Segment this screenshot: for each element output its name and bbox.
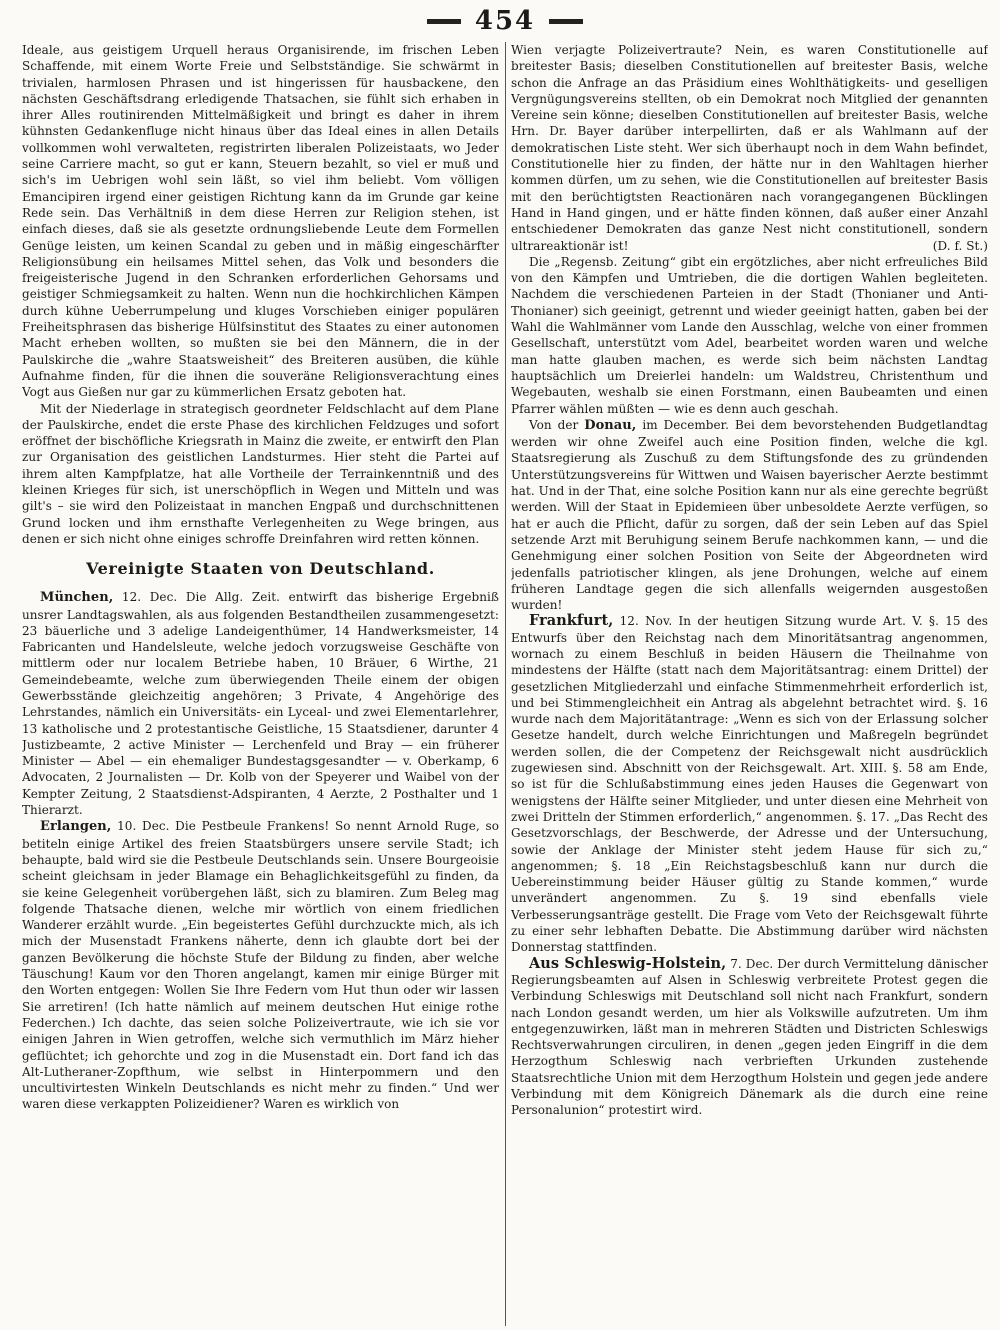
article-muenchen [22, 589, 499, 818]
article-donau [511, 417, 988, 614]
page-header [22, 6, 988, 36]
dateline-donau: Donau, [584, 417, 637, 433]
section-heading: Vereinigte Staaten von Deutschland. [86, 559, 435, 579]
article-muenchen-text: 12. Dec. Die Allg. Zeit. entwirft das bisherige Ergebniß unsrer Landtagswahlen, als aus folgenden Bestandtheilen zusammengesetzt: 23 bäuerliche und 3 adelige Landeigenthümer, 14 Handwerksmeister, 14 Fabricanten und Handelsleute, welche jedoch vorzugsweise Geschäfte von mittlerm oder nur localem Betriebe haben, 10 Bräuer, 6 Wirthe, 21 Gemeindebeamte, welche zum überwiegenden Theile einem der obigen Gewerbsstände gleichzeitig angehören; 3 Private, 4 Angehörige des Lehrstandes, nämlich ein Universitäts- ein Lyceal- und zwei Elementarlehrer, 13 katholische und 2 protestantische Geistliche, 15 Staatsdiener, darunter 4 Justizbeamte, 2 active Minister — Lerchenfeld und Bray — ein früherer Minister — Abel — ein ehemaliger Bundestagsgesandter — v. Oberkamp, 6 Advocaten, 2 Journalisten — Dr. Kolb von der Speyerer und Waibel von der Kempter Zeitung, 2 Staatsdienst-Adspiranten, 4 Aerzte, 2 Posthalter und 1 Thierarzt. [22, 590, 499, 818]
article-erlangen [22, 818, 499, 1112]
article-donau-text: im December. Bei dem bevorstehenden Budgetlandtag werden wir ohne Zweifel auch eine Position finden, welche die kgl. Staatsregierung als Zuschuß zu dem Stiftungsfonde des zu gründenden Unterstützungsvereins für Wittwen und Waisen bayerischer Aerzte bestimmt hat. Und in der That, eine solche Position kann nur als eine gerechte begrüßt werden. Will der Staat in Epidemieen über unbesoldete Aerzte verfügen, so hat er auch die Pflicht, dafür zu sorgen, daß der sein Leben auf das Spiel setzende Arzt mit Beruhigung seinem Berufe nachkommen kann, — und die Genehmigung einer solchen Position von Seite der Abgeordneten wird jedenfalls patriotischer klingen, als jene Drohungen, welche auf einem früheren Landtage gegen die sich allenfalls weigernden ausgestoßen wurden! [510, 417, 988, 613]
paragraph-kriegsrath: Mit der Niederlage in strategisch geordneter Feldschlacht auf dem Plane der Paulskirche, endet die erste Phase des kirchlichen Feldzuges und sofort eröffnet der bischöfliche Kriegsrath in Mainz die zweite, er entwirft den Plan zur Organisation des geistlichen Landsturmes. Hier steht die Partei auf ihrem alten Kampfplatze, hat alle Vortheile der Terrainkenntniß und des kleinen Krieges für sich, ist unerschöpflich in Wegen und Mitteln und was gilt's – sie wird den Polizeistaat in manchen Engpaß und durchschnittenen Grund locken und ihm ernsthafte Verlegenheiten zu Wege bringen, aus denen er sich nicht ohne einiges schroffe Dreinfahren wird retten können. [22, 401, 499, 546]
text-columns [22, 42, 988, 1326]
article-schleswig-holstein [511, 956, 988, 1119]
article-erlangen-text: 10. Dec. Die Pestbeule Frankens! So nennt Arnold Ruge, so betiteln einige Artikel des freien Staatsbürgers unsere servile Stadt; ich behaupte, bald wird sie die Pestbeule Deutschlands sein. Unsere Bourgeoisie scheint gleichsam in jeder Blamage ein Behaglichkeitsgefühl zu finden, da sie keine Gelegenheit vorübergehen läßt, sich zu blamiren. Zum Beleg mag folgende Thatsache dienen, welche mir wörtlich von einem friedlichen Wanderer erzählt wurde. „Ein begeistertes Gefühl durchzuckte mich, als ich mich der Musenstadt Frankens näherte, denn ich glaubte dort bei der ganzen Bevölkerung die höchste Stufe der Bildung zu finden, aber welche Täuschung! Kaum vor den Thoren angelangt, kamen mir einige Bürger mit den Worten entgegen: Wollen Sie Ihre Federn vom Hut thun oder wir lassen Sie arretiren! (Ich hatte nämlich auf meinem deutschen Hut einige rothe Federchen.) Ich dachte, das seien solche Polizeivertraute, wie ich sie vor einigen Jahren in Wien getroffen, welche sich vermuthlich im März hieher geflüchtet; ich gehorchte und zog in die Musenstadt ein. Dort fand ich das Alt-Lutheraner-Zopfthum, wie selbst in Hinterpommern und den uncultivirtesten Winkeln Deutschlands es nicht mehr zu finden.“ Und wer waren diese verkappten Polizeidiener? Waren es wirklich von [22, 819, 499, 1112]
dateline-schleswig-holstein: Aus Schleswig-Holstein, [528, 954, 727, 972]
dateline-muenchen: München, [40, 590, 114, 606]
paragraph-continued: Ideale, aus geistigem Urquell heraus Organisirende, im frischen Leben Schaffende, mit einem Worte Freie und Selbstständige. Sie schwärmt in trivialen, harmlosen Phrasen und ist hingerissen für hausbackene, den nächsten Geschäftsdrang erledigende Thatsachen, sie fühlt sich erhaben in ihrer Alles routinirenden Mittelmäßigkeit und bringt es daher in ihrem kühnsten Gedankenfluge nicht hinaus über das Ideal eines in allen Details vollkommen wohl verwalteten, registrirten liberalen Polizeistaats, wo Jeder seine Carriere macht, so gut er kann, Steuern bezahlt, so viel er muß und sich's im Uebrigen wohl sein läßt, so viel ihm beliebt. Vom völligen Emancipiren irgend einer geistigen Richtung kann da im Grunde gar keine Rede sein. Das Verhältniß in dem diese Herren zur Religion stehen, ist einfach dieses, daß sie als gesetzte ordnungsliebende Leute dem Formellen Genüge leisten, um keinen Scandal zu geben und in mäßig eingeschärfter Religionsübung ein heilsames Mittel sehen, das Volk und besonders die freigeisterische Jugend in den Schranken erforderlichen Gehorsams und geistiger Schmiegsamkeit zu halten. Wenn nun die hochkirchlichen Kämpen durch kühne Ueberrumpelung und kluges Vorschieben einiger populären Freiheitsphrasen das bisherige Hülfsinstitut des Staates zu einer autonomen Macht erheben wollten, so mußten sie bei den Männern, die in der Paulskirche die „wahre Staatsweisheit“ des Breiteren ausüben, die kühle Aufnahme finden, für die ihnen die souveräne Religionsverachtung eines Vogt aus Gießen nur gar zu kümmerlichen Ersatz geboten hat. [22, 43, 499, 400]
article-frankfurt-text: 12. Nov. In der heutigen Sitzung wurde Art. V. §. 15 des Entwurfs über den Reichstag nach dem Minoritätsantrag angenommen, wornach zu einem Beschluß in beiden Häusern die Theilnahme von mindestens der Hälfte (statt nach dem Majoritätsantrag: einem Drittel) der gesetzlichen Mitgliederzahl und einfache Stimmenmehrheit erforderlich ist, und bei Stimmengleichheit ein Antrag als abgelehnt betrachtet wird. §. 16 wurde nach dem Majoritätantrage: „Wenn es sich von der Erlassung solcher Gesetze handelt, durch welche Einrichtungen und Maßregeln begründet werden sollen, die der Competenz der Reichsgewalt nicht ausdrücklich zugewiesen sind. Abschnitt von der Reichsgewalt. Art. XIII. §. 58 am Ende, so ist für die Schlußabstimmung eines jeden Hauses die Gegenwart von wenigstens der Hälfte seiner Mitglieder, und unter diesen eine Mehrheit von zwei Dritteln der Stimmen erforderlich,“ angenommen. §. 17. „Das Recht des Gesetzvorschlags, der Beschwerde, der Adresse und der Untersuchung, sowie der Anklage der Minister steht jedem Hause für sich zu,“ angenommen; §. 18 „Ein Reichstagsbeschluß kann nur durch die Uebereinstimmung beider Häuser gültig zu Stande kommen,“ wurde unverändert angenommen. Zu §. 19 sind ebenfalls viele Verbesserungsanträge gestellt. Die Frage vom Veto der Reichsgewalt führte zu einer sehr lebhaften Debatte. Die Abstimmung darüber wird nächsten Donnerstag stattfinden. [510, 614, 988, 955]
donau-prefix: Von der [528, 417, 585, 432]
article-frankfurt [511, 613, 988, 955]
dateline-erlangen: Erlangen, [40, 819, 112, 835]
source-signature: (D. f. St.) [932, 238, 988, 253]
paragraph-wien-text: Wien verjagte Polizeivertraute? Nein, es waren Constitutionelle auf breitester Basis; dieselben Constitutionellen auf breitester Basis, welche schon die Anfrage an das Präsidium eines Wohlthätigkeits- und geselligen Vergnügungsvereins stellten, ob ein Demokrat noch Mitglied der genannten Vereine sein könne; dieselben Constitutionellen auf breitester Basis, welche Hrn. Dr. Bayer darüber interpellirten, daß er als Wahlmann auf der demokratischen Liste steht. Wer sich überhaupt noch in dem Wahn befindet, Constitutionelle hier zu finden, der hätte nur in den Wahltagen hierher kommen dürfen, um zu sehen, wie die Constitutionellen auf breitester Basis mit den berüchtigtsten Reactionären nach vorangegangenen Bücklingen Hand in Hand gingen, und er hätte finden können, daß außer einer Anzahl entschiedener Demokraten das ganze Nest nicht constitutionell, sondern ultrareaktionär ist! [510, 43, 988, 253]
dateline-frankfurt: Frankfurt, [528, 612, 614, 630]
paragraph-regensburg: Die „Regensb. Zeitung“ gibt ein ergötzliches, aber nicht erfreuliches Bild von den Kämpfen und Umtrieben, die die dortigen Wahlen begleiteten. Nachdem die verschiedenen Parteien in der Stadt (Thonianer und Anti-Thonianer) sich geeinigt, getrennt und wieder geeinigt hatten, gaben bei der Wahl die Wahlmänner vom Lande den Ausschlag, welche von einer frommen Gesellschaft, unterstützt vom Adel, bearbeitet worden waren und welche man hatte glauben machen, es werde sich beim nächsten Landtag hauptsächlich um Dreierlei handeln: um Waldstreu, Christenthum und Wegebauten, weshalb sie einen Forstmann, einen Baubeamten und einen Pfarrer wählen müßten — wie es denn auch geschah. [510, 254, 988, 416]
column-left [22, 42, 499, 1326]
column-right [511, 42, 988, 1326]
header-dash-left [427, 19, 461, 24]
paragraph-wien [511, 42, 988, 254]
article-schleswig-text: 7. Dec. Der durch Vermittelung dänischer Regierungsbeamten auf Alsen in Schleswig verbreitete Protest gegen die Verbindung Schleswigs mit Deutschland soll nicht nach Frankfurt, sondern nach London gesandt werden, um hier als Volkswille aufzutreten. Um ihm entgegenzuwirken, läßt man in mehreren Städten und Districten Schleswigs Rechtsverwahrungen circuliren, in denen „gegen jeden Eingriff in die dem Herzogthum Schleswig nach verbrieften Urkunden zustehende Staatsrechtliche Union mit dem Herzogthum Holstein und gegen jede andere Verbindung mit dem Königreich Dänemark als die durch eine reine Personalunion“ protestirt wird. [510, 956, 988, 1118]
header-dash-right [549, 19, 583, 24]
page-number: 454 [474, 6, 536, 36]
column-divider [505, 42, 506, 1326]
